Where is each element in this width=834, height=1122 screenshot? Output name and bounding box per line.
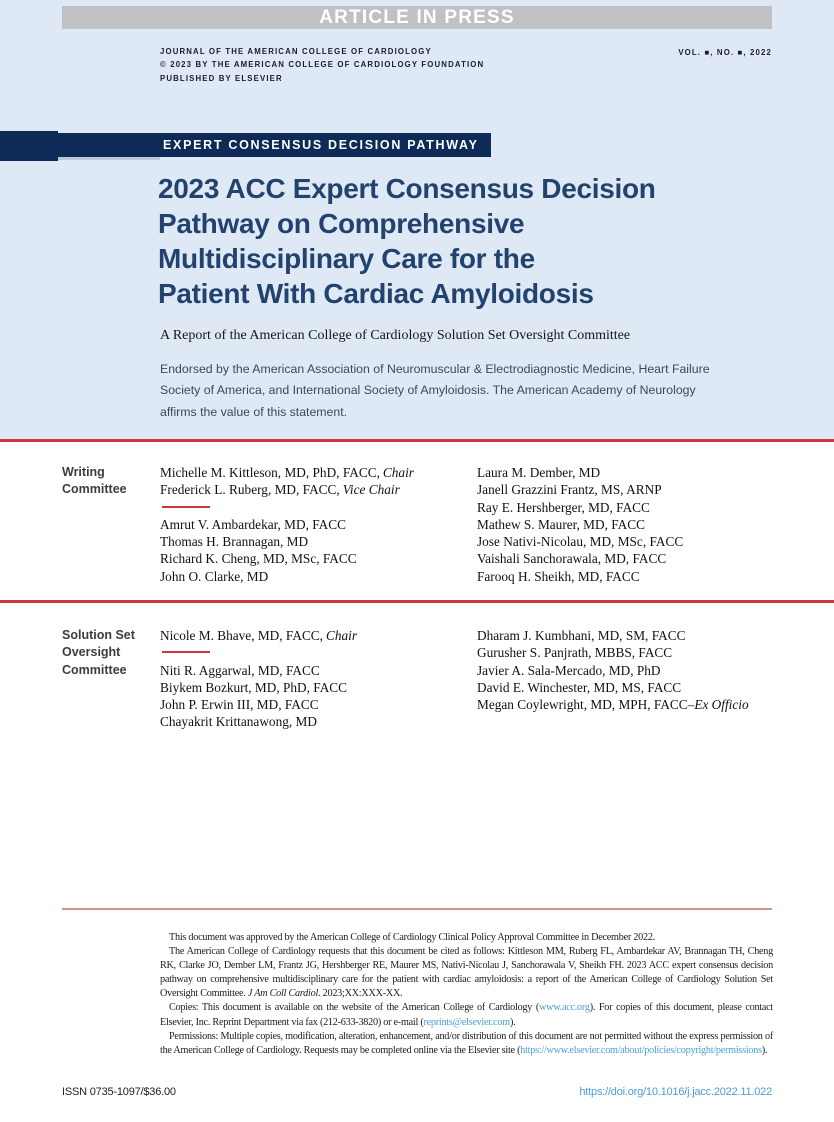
copyright-line: © 2023 BY THE AMERICAN COLLEGE OF CARDIOLOGY FOUNDATION [160, 60, 485, 70]
category-band: EXPERT CONSENSUS DECISION PATHWAY [0, 133, 491, 157]
issn-label: ISSN 0735-1097/$36.00 [62, 1086, 176, 1098]
committee-member: Laura M. Dember, MD [477, 465, 601, 480]
title-line: Pathway on Comprehensive [158, 208, 525, 239]
writing-committee-column-2 [477, 464, 683, 585]
committee-member: Biykem Bozkurt, MD, PhD, FACC [160, 679, 348, 695]
chair-divider [160, 499, 414, 516]
publisher-line: PUBLISHED BY ELSEVIER [160, 73, 283, 83]
chair-role: Chair [326, 628, 358, 643]
volume-info: VOL. ■, NO. ■, 2022 [678, 48, 772, 57]
committee-member: Frederick L. Ruberg, MD, FACC, Vice Chair [160, 482, 400, 498]
approval-footnote: This document was approved by the American College of Cardiology Clinical Policy Approval Committee in December 2022. [169, 932, 655, 943]
endorsement-statement [160, 359, 710, 423]
title-line: Patient With Cardiac Amyloidosis [158, 278, 594, 309]
ex-officio-role: Ex Officio [694, 697, 749, 713]
category-band-shadow [58, 157, 160, 160]
copies-footnote: Copies: This document is available on the website of the American College of Cardiology (www.acc.org). For copies of this document, please contact Elsevier, Inc. Reprint Department via fax (212-633-3820) or e-mail (reprints@elsevier.com). [160, 1002, 773, 1028]
title-line: 2023 ACC Expert Consensus Decision [158, 173, 656, 204]
committee-member: Thomas H. Brannagan, MD [160, 534, 309, 550]
committee-member: Niti R. Aggarwal, MD, FACC [160, 662, 320, 678]
masthead [160, 45, 484, 85]
reprints-email-link[interactable]: reprints@elsevier.com [423, 1016, 510, 1028]
endorsement-line: Endorsed by the American Association of Neuromuscular & Electrodiagnostic Medicine, Heart Failure [160, 362, 710, 376]
acc-website-link[interactable]: www.acc.org [538, 1002, 590, 1014]
committee-member: Megan Coylewright, MD, MPH, FACC–Ex Officio [477, 697, 749, 713]
footnote-divider-rule [62, 908, 772, 910]
committee-member: Farooq H. Sheikh, MD, FACC [477, 568, 640, 584]
committee-member: Vaishali Sanchorawala, MD, FACC [477, 551, 667, 567]
committee-member: Michelle M. Kittleson, MD, PhD, FACC, Chair [160, 465, 414, 480]
committee-member: David E. Winchester, MD, MS, FACC [477, 679, 682, 695]
journal-name: JOURNAL OF THE AMERICAN COLLEGE OF CARDIOLOGY [160, 47, 432, 56]
elsevier-permissions-link[interactable]: https://www.elsevier.com/about/policies/copyright/permissions [520, 1044, 762, 1056]
committee-member: Dharam J. Kumbhani, MD, SM, FACC [477, 628, 686, 643]
committee-member: Nicole M. Bhave, MD, FACC, Chair [160, 628, 358, 643]
committee-member: Chayakrit Krittanawong, MD [160, 714, 317, 730]
article-in-press-banner: ARTICLE IN PRESS [62, 6, 772, 29]
doi-link[interactable]: https://doi.org/10.1016/j.jacc.2022.11.022 [579, 1086, 772, 1098]
article-title [158, 171, 656, 311]
committee-member: Gurusher S. Panjrath, MBBS, FACC [477, 645, 673, 661]
endorsement-line: Society of America, and International Society of Amyloidosis. The American Academy of Neurology [160, 383, 696, 398]
red-divider-line [162, 651, 210, 653]
committee-member: Mathew S. Maurer, MD, FACC [477, 516, 646, 532]
page-footer [62, 1086, 772, 1098]
oversight-committee-column-1 [160, 627, 357, 731]
endorsement-line: affirms the value of this statement. [160, 404, 348, 419]
section-divider-rule [0, 439, 834, 442]
committee-member: John O. Clarke, MD [160, 568, 269, 584]
committee-member: Amrut V. Ambardekar, MD, FACC [160, 516, 346, 532]
section-divider-rule [0, 600, 834, 603]
oversight-committee-label: Solution Set Oversight Committee [62, 628, 135, 677]
committee-member: Ray E. Hershberger, MD, FACC [477, 499, 650, 515]
red-divider-line [162, 506, 210, 508]
committee-member: Janell Grazzini Frantz, MS, ARNP [477, 482, 662, 498]
chair-divider [160, 644, 357, 661]
footnotes-block [160, 931, 773, 1058]
citation-footnote: The American College of Cardiology requests that this document be cited as follows: Kittleson MM, Ruberg FL, Ambardekar AV, Brannagan TH, Cheng RK, Clarke JO, Dember LM, Frantz JG, Hershberger RE, Maurer MS, Nativi-Nicolau J, Sanchorawala V, Sheikh FH. 2023 ACC expert consensus decision pathway on comprehensive multidisciplinary care for the patient with cardiac amyloidosis: a report of the American College of Cardiology Solution Set Oversight Committee. J Am Coll Cardiol. 2023;XX:XXX-XX. [160, 946, 773, 1000]
committee-member: Richard K. Cheng, MD, MSc, FACC [160, 551, 357, 567]
oversight-committee-column-2 [477, 627, 749, 713]
committee-member: Jose Nativi-Nicolau, MD, MSc, FACC [477, 534, 684, 550]
committee-member: Javier A. Sala-Mercado, MD, PhD [477, 662, 661, 678]
journal-abbreviation: J Am Coll Cardiol [247, 988, 319, 1000]
writing-committee-label: Writing Committee [62, 465, 127, 497]
permissions-footnote: Permissions: Multiple copies, modification, alteration, enhancement, and/or distribution of this document are not permitted without the express permission of the American College of Cardiology. Requests may be completed online via the Elsevier site (https://www.elsevier.com/about/policies/copyright/permissions). [160, 1030, 773, 1056]
title-line: Multidisciplinary Care for the [158, 243, 535, 274]
committee-member: John P. Erwin III, MD, FACC [160, 697, 319, 713]
vice-chair-role: Vice Chair [342, 482, 400, 498]
article-subtitle: A Report of the American College of Cardiology Solution Set Oversight Committee [160, 328, 631, 343]
writing-committee-column-1 [160, 464, 414, 585]
chair-role: Chair [382, 465, 414, 480]
